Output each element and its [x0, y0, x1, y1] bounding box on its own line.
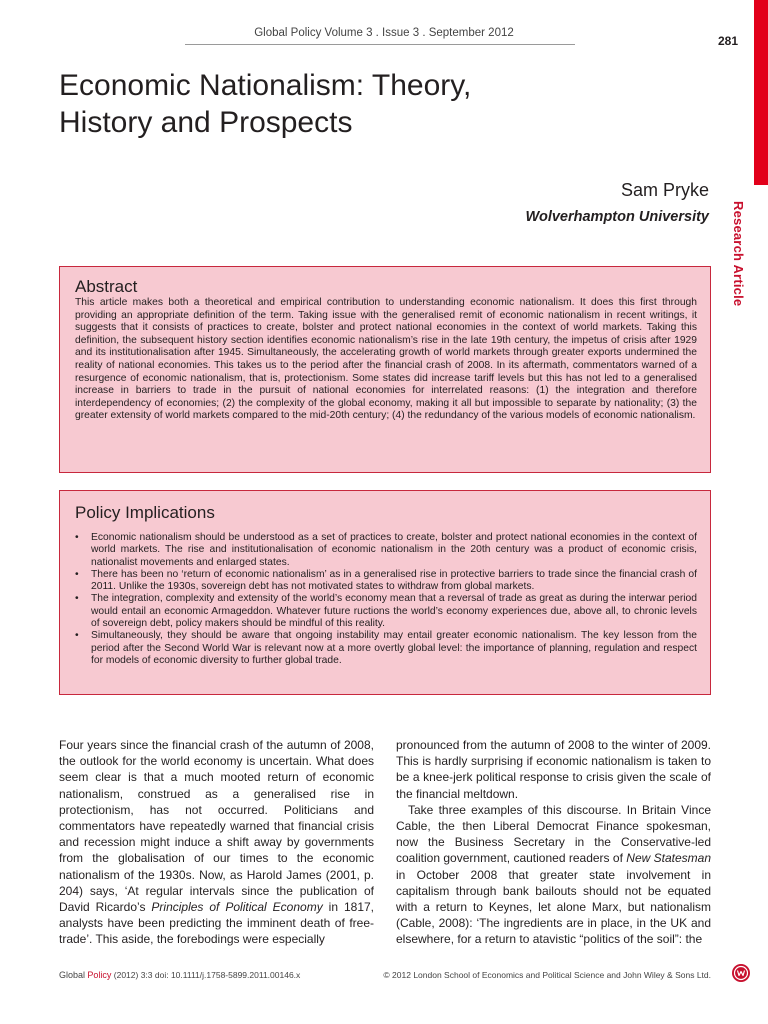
policy-item [75, 593, 697, 630]
author-name: Sam Pryke [620, 180, 709, 200]
bullet-icon: • [75, 630, 79, 642]
body-column-left [59, 737, 374, 948]
title-line-2: History and Prospects [59, 106, 353, 139]
policy-item-text: There has been no ‘return of economic nationalism’ as in a generalised rise in protective barriers to trade since the financial crash of 2011. Unlike the 1930s, sovereign debt has not motivated states to withdraw from global markets. [91, 568, 697, 593]
red-section-tab [754, 0, 768, 185]
policy-list [75, 532, 697, 667]
journal-name-policy: Policy [87, 970, 112, 980]
body-column-right [396, 737, 711, 948]
body-text: Four years since the financial crash of the autumn of 2008, the outlook for the world economy is uncertain. What does seem clear is that a much mooted return of economic nationalism, construed as a generalised rise in protectionism, has not occurred. Politicians and commentators have repeatedly warned that financial crisis and recession might induce a shift away by governments from the globalisation of our times to the economic nationalism of the 1930s. Now, as Harold James (2001, p. 204) says, ‘At regular intervals since the publication of David Ricardo’s [59, 738, 374, 915]
bullet-icon: • [75, 532, 79, 543]
citation-text: (2012) 3:3 doi: 10.1111/j.1758-5899.2011.00146.x [111, 970, 301, 980]
policy-implications-box [59, 490, 711, 695]
policy-item-text: Economic nationalism should be understood as a set of practices to create, bolster and protect national economies in the context of world markets. The rise and institutionalisation of economic nationalism in the 20th century was a product of economic crisis, nationalist movements and enlarged states. [91, 532, 697, 568]
author-affiliation: Wolverhampton University [525, 209, 709, 225]
page-number: 281 [718, 34, 739, 48]
title-line-1: Economic Nationalism: Theory, [59, 69, 472, 102]
article-title [59, 67, 659, 141]
footer-copyright: © 2012 London School of Economics and Political Science and John Wiley & Sons Ltd. [383, 970, 711, 980]
body-text: in 1817, analysts have been predicting the imminent death of free-trade’. This aside, the forebodings were especially [59, 900, 374, 947]
policy-item-text: The integration, complexity and extensity of the world’s economy mean that a reversal of trade as great as during the interwar period would entail an economic Armageddon. Whatever future ructions the world’s economy experiences due, above all, to chronic levels of sovereign debt, policy makers should be mindful of this reality. [91, 593, 697, 630]
policy-item [75, 569, 697, 594]
article-type-label: Research Article [731, 201, 746, 307]
abstract-text: This article makes both a theoretical and empirical contribution to understanding economic nationalism. It does this first through providing an appropriate definition of the term. Taking issue with the generalised remit of economic nationalism in recent writings, it suggests that it consists of practices to create, bolster and protect national economies in the context of world markets. Taking this definition, the subsequent history section identifies economic nationalism’s rise in the late 19th century, the impetus of crisis after 1929 and its institutionalisation after 1945. Simultaneously, the accelerating growth of world markets through greater exports undermined the reality of national economies. This takes us to the period after the financial crash of 2008. In its aftermath, commentators warned of a resurgence of economic nationalism, that is, protectionism. Some states did increase tariff levels but this has not led to a generalised increase in barriers to trade in the pursuit of national economies for interrelated reasons: (1) the integration and therefore interdependency of economies; (2) the complexity of the global economy, making it all but impossible to separate by nationality; (3) the greater extensity of world markets compared to the mid-20th century; (4) the redundancy of the various models of economic nationalism. [75, 297, 697, 422]
body-text: Take three examples of this discourse. In Britain Vince Cable, the then Liberal Democrat Finance spokesman, now the Business Secretary in the Conservative-led coalition government, cautioned readers of [396, 802, 711, 866]
running-head: Global Policy Volume 3 . Issue 3 . September 2012 [254, 27, 514, 39]
header-rule [185, 44, 575, 45]
body-paragraph [59, 737, 374, 948]
footer-citation [59, 970, 300, 980]
book-title: Principles of Political Economy [151, 900, 323, 915]
abstract-heading: Abstract [75, 277, 138, 296]
policy-heading: Policy Implications [75, 503, 215, 522]
journal-name-global: Global [59, 970, 86, 980]
body-paragraph [396, 802, 711, 948]
policy-item [75, 532, 697, 569]
wiley-logo-icon [731, 963, 751, 983]
publication-title: New Statesman [626, 851, 712, 866]
policy-item-text: Simultaneously, they should be aware that ongoing instability may entail greater economic nationalism. The key lesson from the period after the Second World War is relevant now at a more overtly global level: the importance of planning, regulation and respect for models of economic diversity to further global trade. [91, 630, 697, 666]
body-paragraph: pronounced from the autumn of 2008 to the winter of 2009. This is hardly surprising if economic nationalism is taken to be a knee-jerk political response to crisis given the scale of the financial meltdown. [396, 738, 711, 801]
abstract-box [59, 266, 711, 473]
body-text: in October 2008 that greater state involvement in capitalism through bank bailouts should not be equated with a return to Keynes, let alone Marx, but nationalism (Cable, 2008): ‘The ingredients are in place, in the UK and elsewhere, for a return to atavistic “politics of the soil”: the [396, 867, 711, 947]
bullet-icon: • [75, 568, 79, 580]
side-label-container [728, 201, 748, 331]
bullet-icon: • [75, 593, 79, 605]
policy-item [75, 630, 697, 667]
